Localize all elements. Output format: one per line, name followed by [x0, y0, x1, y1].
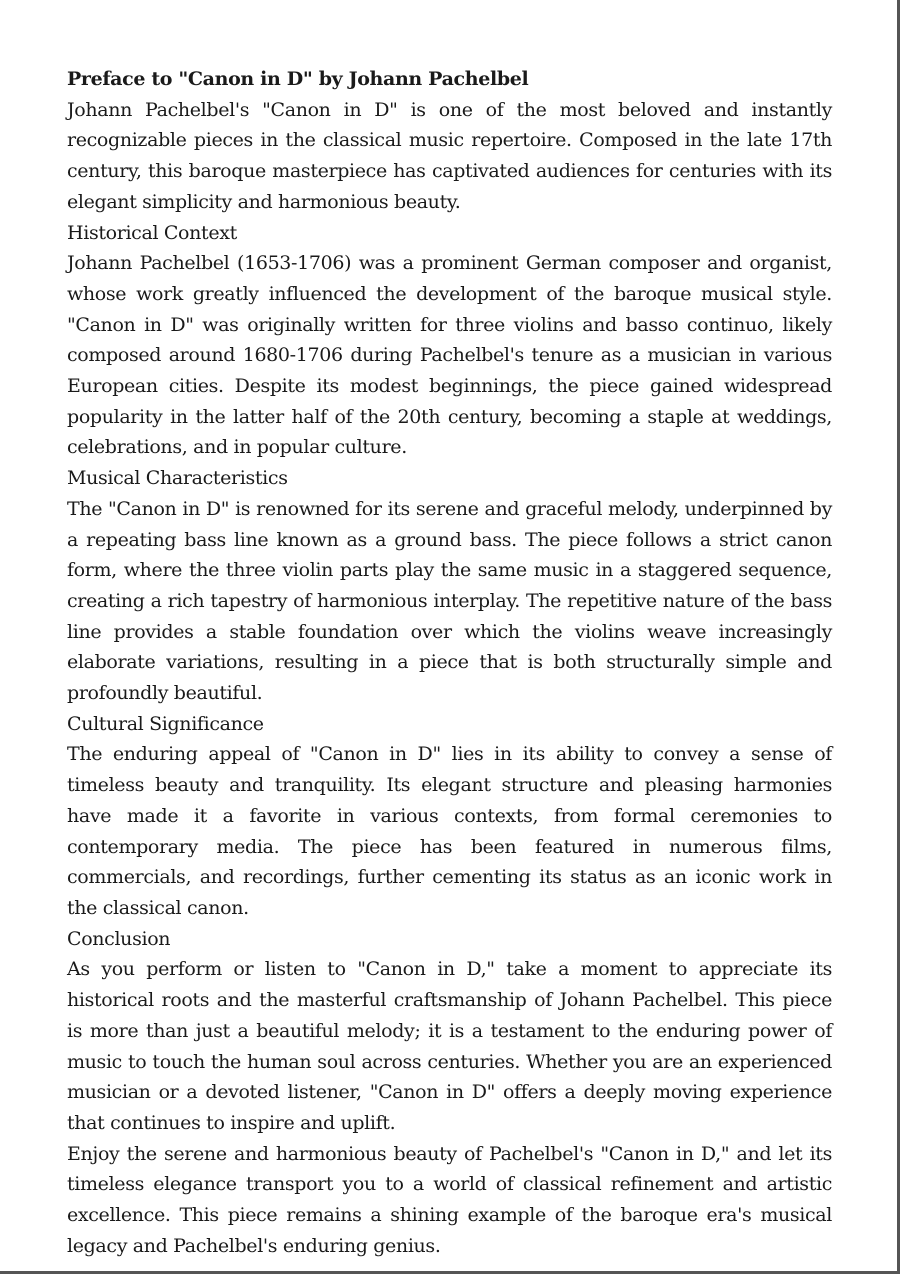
section-heading-cultural-significance: Cultural Significance [67, 712, 264, 735]
section-text-conclusion: As you perform or listen to "Canon in D," take a moment to appreciate its historical roots and the masterful craftsmanship of Johann Pachelbel. This piece is more than just a beautiful melody; it is a testament to the enduring power of music to touch the human soul across centuries. Whether you are an experienced musician or a devoted listener, "Canon in D" offers a deeply moving experience that continues to inspire and uplift. [67, 958, 832, 1134]
document-title: Preface to "Canon in D" by Johann Pachelbel [67, 68, 529, 90]
section-text-musical-characteristics: The "Canon in D" is renowned for its serene and graceful melody, underpinned by a repeating bass line known as a ground bass. The piece follows a strict canon form, where the three violin parts play the same music in a staggered sequence, creating a rich tapestry of harmonious interplay. The repetitive nature of the bass line provides a stable foundation over which the violins weave increasingly elaborate variations, resulting in a piece that is both structurally simple and profoundly beautiful. [67, 497, 832, 705]
intro-paragraph: Johann Pachelbel's "Canon in D" is one of the most beloved and instantly recognizable pieces in the classical music repertoire. Composed in the late 17th century, this baroque masterpiece has captivated audiences for centuries with its elegant simplicity and harmonious beauty. [67, 98, 832, 213]
document-page [67, 64, 832, 1261]
section-heading-historical-context: Historical Context [67, 221, 237, 244]
section-text-historical-context: Johann Pachelbel (1653-1706) was a prominent German composer and organist, whose work greatly influenced the development of the baroque musical style. "Canon in D" was originally written for three violins and basso continuo, likely composed around 1680-1706 during Pachelbel's tenure as a musician in various European cities. Despite its modest beginnings, the piece gained widespread popularity in the latter half of the 20th century, becoming a staple at weddings, celebrations, and in popular culture. [67, 252, 832, 459]
closing-paragraph: Enjoy the serene and harmonious beauty of Pachelbel's "Canon in D," and let its timeless elegance transport you to a world of classical refinement and artistic excellence. This piece remains a shining example of the baroque era's musical legacy and Pachelbel's enduring genius. [67, 1142, 832, 1257]
section-heading-musical-characteristics: Musical Characteristics [67, 467, 288, 490]
section-text-cultural-significance: The enduring appeal of "Canon in D" lies in its ability to convey a sense of timeless beauty and tranquility. Its elegant structure and pleasing harmonies have made it a favorite in various contexts, from formal ceremonies to contemporary media. The piece has been featured in numerous films, commercials, and recordings, further cementing its status as an iconic work in the classical canon. [67, 743, 832, 919]
section-heading-conclusion: Conclusion [67, 927, 171, 950]
